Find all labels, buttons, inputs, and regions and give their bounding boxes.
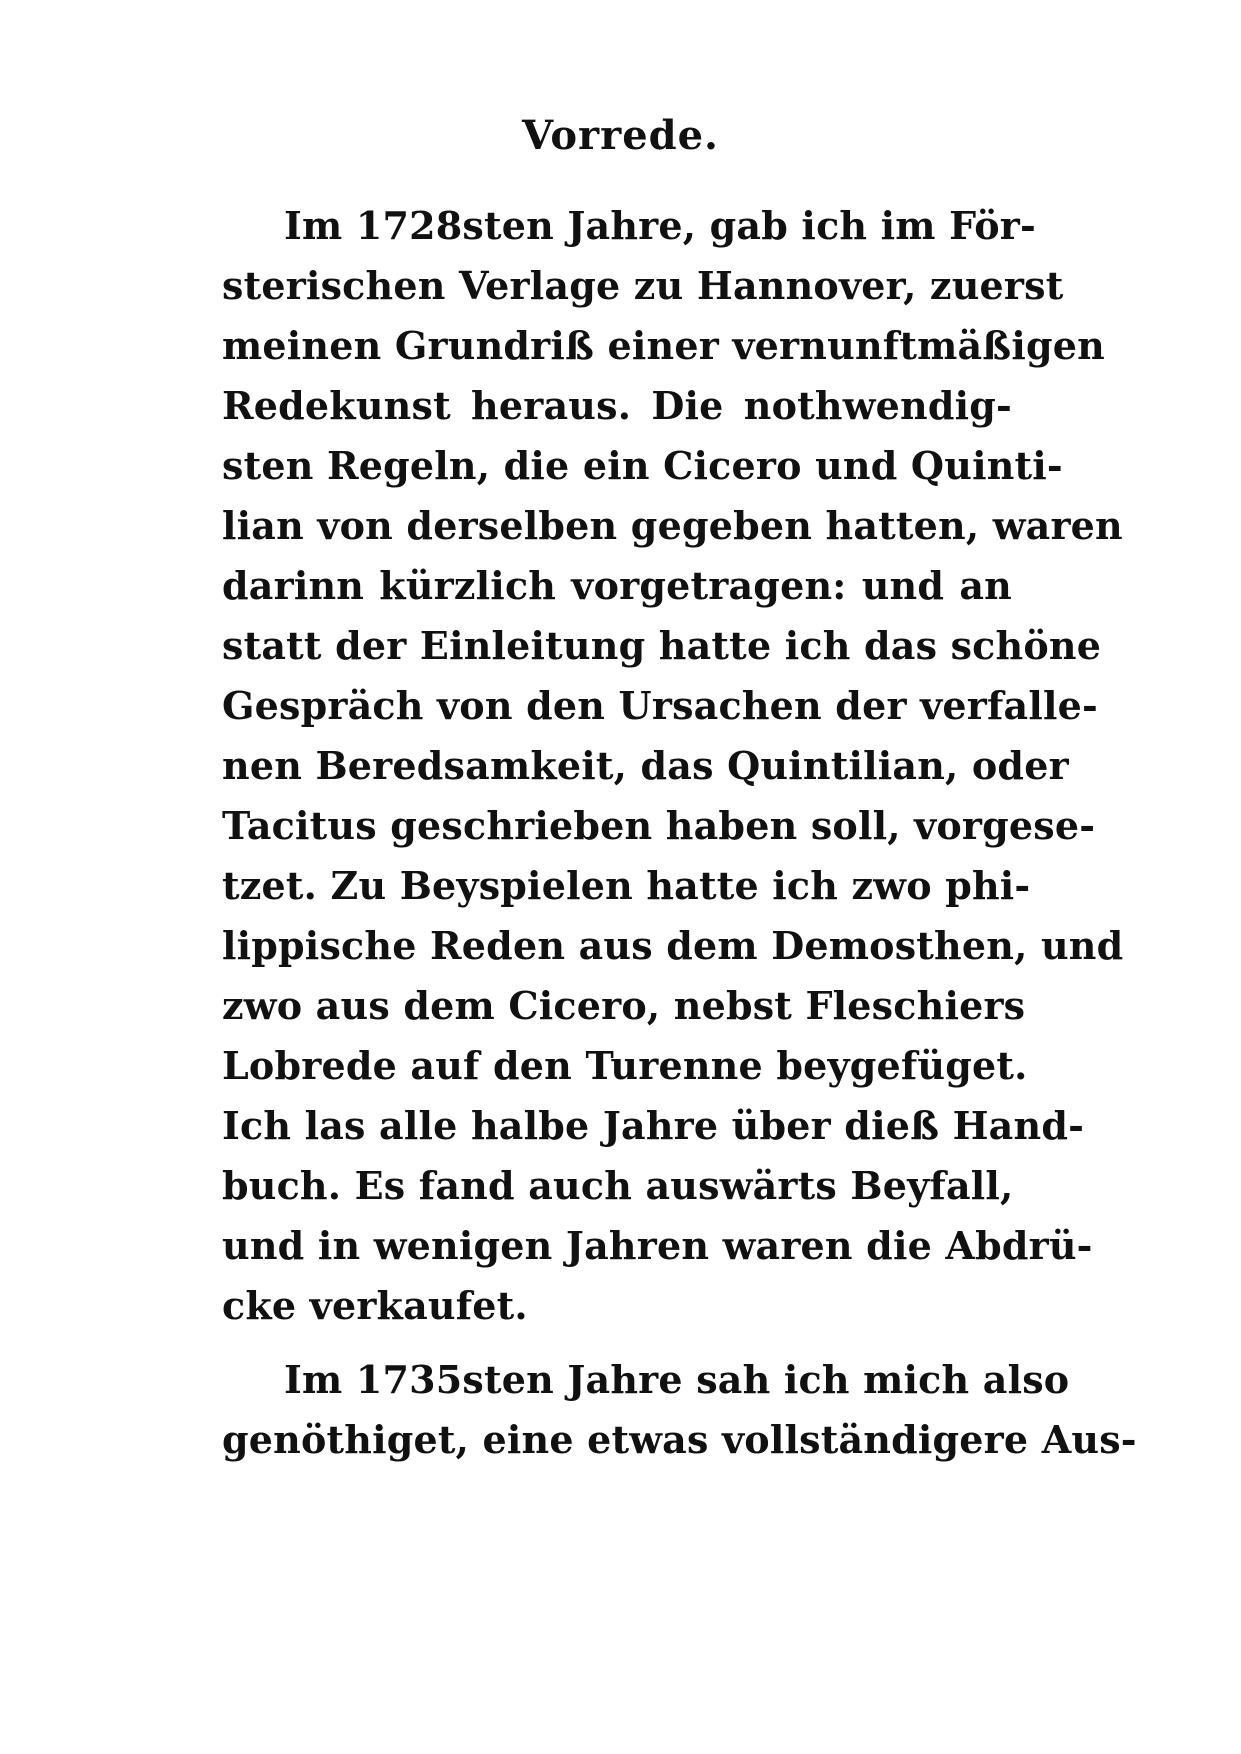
text-line: Ich las alle halbe Jahre über dieß Hand-: [222, 1103, 1085, 1148]
text-line: sten Regeln, die ein Cicero und Quinti-: [222, 443, 1063, 488]
text-line: darinn kürzlich vorgetragen: und an: [222, 563, 1012, 608]
text-line: Lobrede auf den Turenne beygefüget.: [222, 1043, 1028, 1088]
text-line: buch. Es fand auch auswärts Beyfall,: [222, 1163, 1014, 1208]
text-line: genöthiget, eine etwas vollständigere Aus-: [222, 1417, 1137, 1462]
text-line: cke verkaufet.: [222, 1283, 528, 1328]
text-line: und in wenigen Jahren waren die Abdrü-: [222, 1223, 1093, 1268]
text-line: Gespräch von den Ursachen der verfalle-: [222, 683, 1098, 728]
paragraph: [222, 196, 1124, 1336]
text-line: zwo aus dem Cicero, nebst Fleschiers: [222, 983, 1026, 1028]
text-line: Im 1735sten Jahre sah ich mich also: [284, 1357, 1070, 1402]
paragraph-gap: [222, 1336, 1012, 1350]
body-text: [222, 196, 1137, 1470]
text-line: tzet. Zu Beyspielen hatte ich zwo phi-: [222, 863, 1031, 908]
text-line: lian von derselben gegeben hatten, waren: [222, 503, 1123, 548]
text-line: lippische Reden aus dem Demosthen, und: [222, 923, 1124, 968]
text-line: Tacitus geschrieben haben soll, vorgese-: [222, 803, 1096, 848]
text-line: Redekunst heraus. Die nothwendig-: [222, 383, 1012, 428]
text-line: meinen Grundriß einer vernunftmäßigen: [222, 323, 1105, 368]
text-line: Im 1728sten Jahre, gab ich im För-: [284, 203, 1036, 248]
text-line: nen Beredsamkeit, das Quintilian, oder: [222, 743, 1069, 788]
paragraph: [222, 1350, 1137, 1470]
page-heading: Vorrede.: [522, 112, 719, 159]
text-line: statt der Einleitung hatte ich das schöne: [222, 623, 1102, 668]
text-line: sterischen Verlage zu Hannover, zuerst: [222, 263, 1064, 308]
